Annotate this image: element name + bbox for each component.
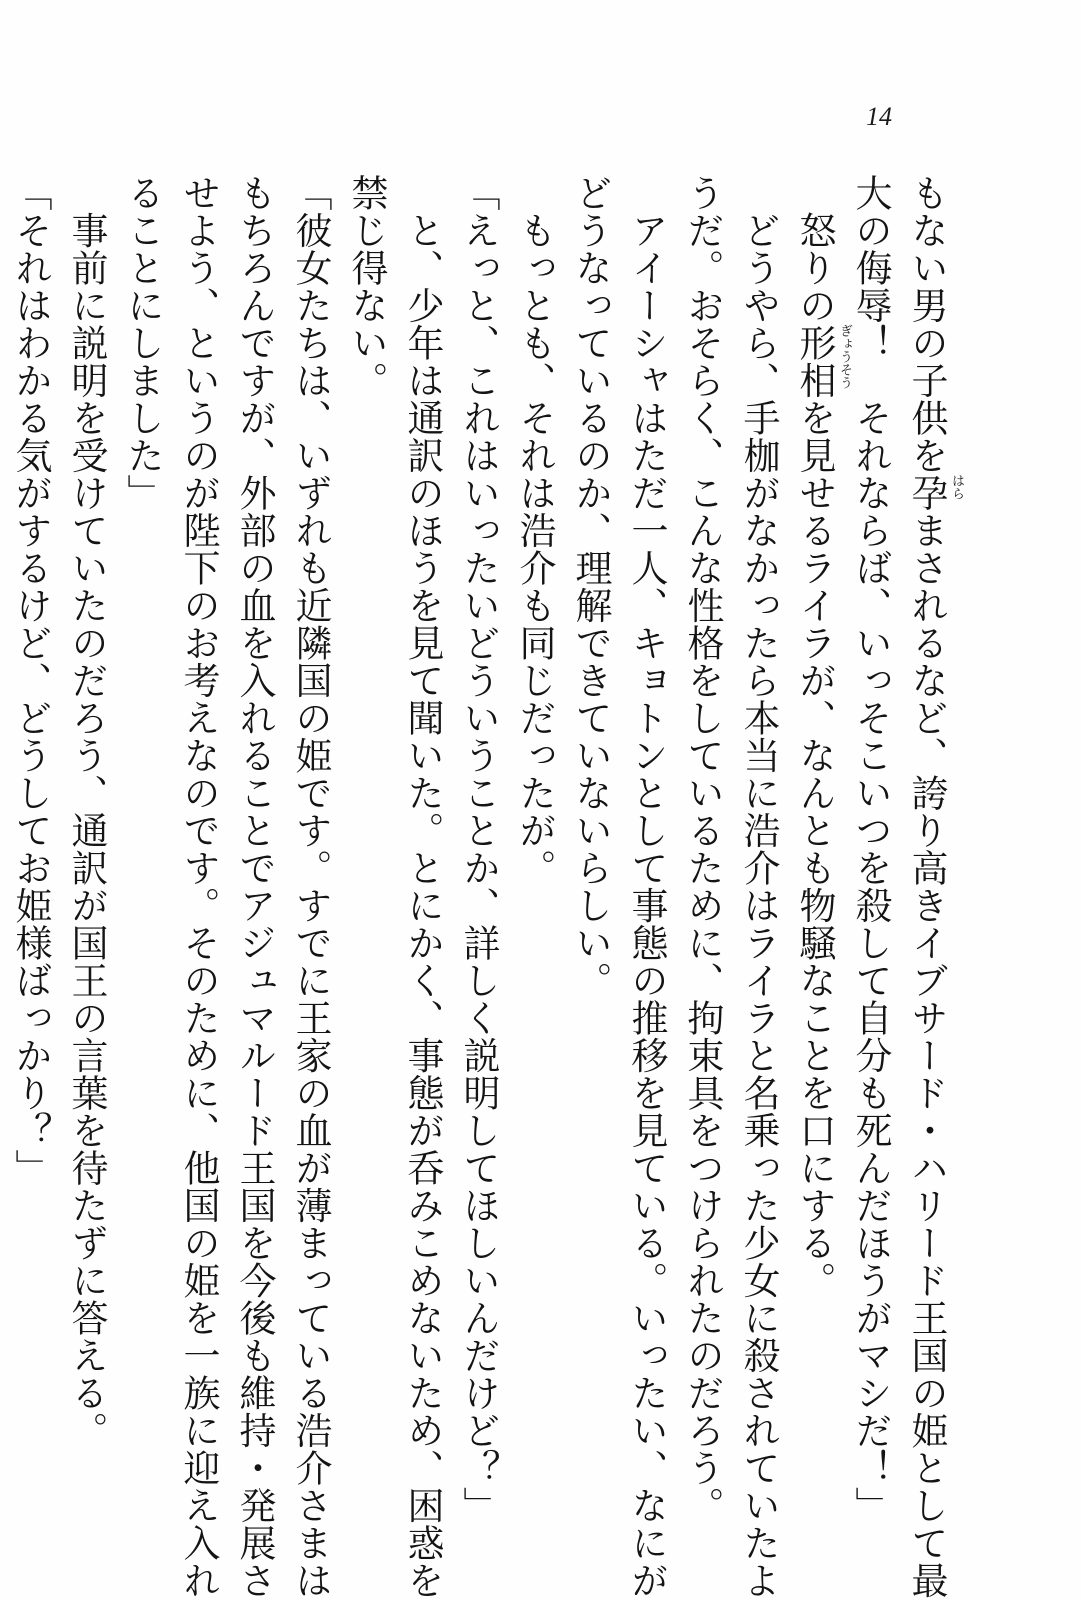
text-line-12: 「彼女たちは、いずれも近隣国の姫です。すでに王家の血が薄まっている浩介さまは: [289, 174, 332, 1599]
line-1-part-b: まされるなど、誇り高きイブサード・ハリード王国の姫として最: [905, 511, 948, 1599]
line-3-part-a: 怒りの: [793, 174, 836, 324]
text-line-9: 「えっと、これはいったいどういうことか、詳しく説明してほしいんだけど？」: [457, 174, 500, 1524]
text-line-11: 禁じ得ない。: [345, 174, 388, 399]
ruby-hara: [905, 474, 964, 512]
text-line-4: どうやら、手枷がなかったら本当に浩介はライラと名乗った少女に殺されていたよ: [737, 174, 780, 1599]
text-line-16: 事前に説明を受けていたのだろう、通訳が国王の言葉を待たずに答える。: [65, 174, 108, 1449]
text-line-2: 大の侮辱！ それならば、いっそこいつを殺して自分も死んだほうがマシだ！」: [849, 174, 892, 1524]
ruby-base-gyousou: 形相: [793, 324, 836, 399]
text-line-13: もちろんですが、外部の血を入れることでアジュマルード王国を今後も維持・発展さ: [233, 174, 276, 1599]
page-number: 14: [866, 102, 892, 131]
text-line-17: 「それはわかる気がするけど、どうしてお姫様ばっかり？」: [9, 174, 52, 1187]
text-line-6: アイーシャはただ一人、キョトンとして事態の推移を見ている。いったい、なにが: [625, 174, 668, 1599]
ruby-reading-gyousou: ぎょうそう: [837, 324, 852, 389]
text-line-10: と、少年は通訳のほうを見て聞いた。とにかく、事態が呑みこめないため、困惑を: [401, 174, 444, 1599]
text-line-7: どうなっているのか、理解できていないらしい。: [569, 174, 612, 999]
line-3-part-b: を見せるライラが、なんとも物騒なことを口にする。: [793, 399, 836, 1299]
ruby-reading-hara: はら: [949, 474, 964, 500]
text-line-5: うだ。おそらく、こんな性格をしているために、拘束具をつけられたのだろう。: [681, 174, 724, 1524]
ruby-base-hara: 孕: [905, 474, 948, 512]
text-line-15: ることにしました」: [121, 174, 164, 512]
line-1-part-a: もない男の子供を: [905, 174, 948, 474]
text-line-3: [786, 174, 852, 1504]
body-text: [2, 174, 964, 1599]
text-line-1: [898, 174, 964, 1599]
ruby-gyousou: [793, 324, 852, 399]
text-line-14: せよう、というのが陛下のお考えなのです。そのために、他国の姫を一族に迎え入れ: [177, 174, 220, 1599]
text-line-8: もっとも、それは浩介も同じだったが。: [513, 174, 556, 887]
